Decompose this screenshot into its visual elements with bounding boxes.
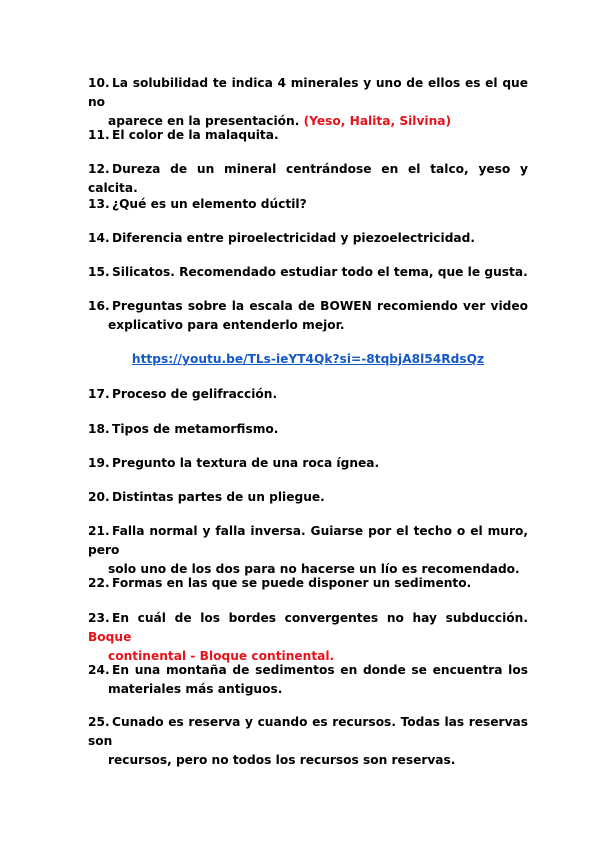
question-24: [88, 661, 528, 699]
question-16: [88, 297, 528, 335]
question-text: En una montaña de sedimentos en donde se encuentra los: [112, 663, 528, 677]
question-number: 25.: [88, 715, 110, 729]
question-text: Tipos de metamorfismo.: [112, 422, 279, 436]
question-15: [88, 263, 528, 282]
question-12: [88, 160, 528, 198]
question-text: Falla normal y falla inversa. Guiarse por el techo o el muro, pero: [88, 524, 528, 557]
question-text-continued: aparece en la presentación.: [108, 114, 300, 128]
question-23: [88, 609, 528, 666]
highlighted-answer: Boque: [88, 630, 132, 644]
question-number: 10.: [88, 76, 110, 90]
question-text: Proceso de gelifracción.: [112, 387, 278, 401]
question-text: La solubilidad te indica 4 minerales y uno de ellos es el que no: [88, 76, 528, 109]
question-number: 22.: [88, 576, 110, 590]
question-18: [88, 420, 528, 439]
question-17: [88, 385, 528, 404]
question-number: 20.: [88, 490, 110, 504]
question-text: Diferencia entre piroelectricidad y piezoelectricidad.: [112, 231, 475, 245]
question-number: 17.: [88, 387, 110, 401]
question-number: 19.: [88, 456, 110, 470]
question-text-continued: recursos, pero no todos los recursos son reservas.: [108, 753, 456, 767]
question-text: Dureza de un mineral centrándose en el talco, yeso y calcita.: [88, 162, 528, 195]
question-text: Formas en las que se puede disponer un sedimento.: [112, 576, 472, 590]
question-number: 14.: [88, 231, 110, 245]
question-number: 12.: [88, 162, 110, 176]
question-21: [88, 522, 528, 579]
question-text: ¿Qué es un elemento dúctil?: [112, 197, 307, 211]
question-number: 11.: [88, 128, 110, 142]
question-text: Preguntas sobre la escala de BOWEN recomiendo ver video: [112, 299, 528, 313]
question-number: 15.: [88, 265, 110, 279]
question-text-continued: explicativo para entenderlo mejor.: [108, 318, 345, 332]
question-text: El color de la malaquita.: [112, 128, 279, 142]
question-14: [88, 229, 528, 248]
question-number: 23.: [88, 611, 110, 625]
question-number: 16.: [88, 299, 110, 313]
question-20: [88, 488, 528, 507]
question-text: Distintas partes de un pliegue.: [112, 490, 325, 504]
question-11: [88, 126, 528, 145]
question-text-continued: materiales más antiguos.: [108, 682, 283, 696]
question-text-continued: solo uno de los dos para no hacerse un lío es recomendado.: [108, 562, 520, 576]
video-link[interactable]: https://youtu.be/TLs-ieYT4Qk?si=-8tqbjA8l54RdsQz: [131, 352, 485, 366]
question-number: 21.: [88, 524, 110, 538]
question-text: En cuál de los bordes convergentes no hay subducción.: [112, 611, 528, 625]
question-text: Silicatos. Recomendado estudiar todo el tema, que le gusta.: [112, 265, 528, 279]
question-text: Cunado es reserva y cuando es recursos. Todas las reservas son: [88, 715, 528, 748]
question-number: 13.: [88, 197, 110, 211]
question-text: Pregunto la textura de una roca ígnea.: [112, 456, 380, 470]
question-10: [88, 74, 528, 131]
question-13: [88, 195, 528, 214]
highlighted-answer: (Yeso, Halita, Silvina): [299, 114, 452, 128]
question-22: [88, 574, 528, 593]
highlighted-answer-continued: continental - Bloque continental.: [108, 649, 335, 663]
question-number: 24.: [88, 663, 110, 677]
question-number: 18.: [88, 422, 110, 436]
question-19: [88, 454, 528, 473]
question-25: [88, 713, 528, 770]
